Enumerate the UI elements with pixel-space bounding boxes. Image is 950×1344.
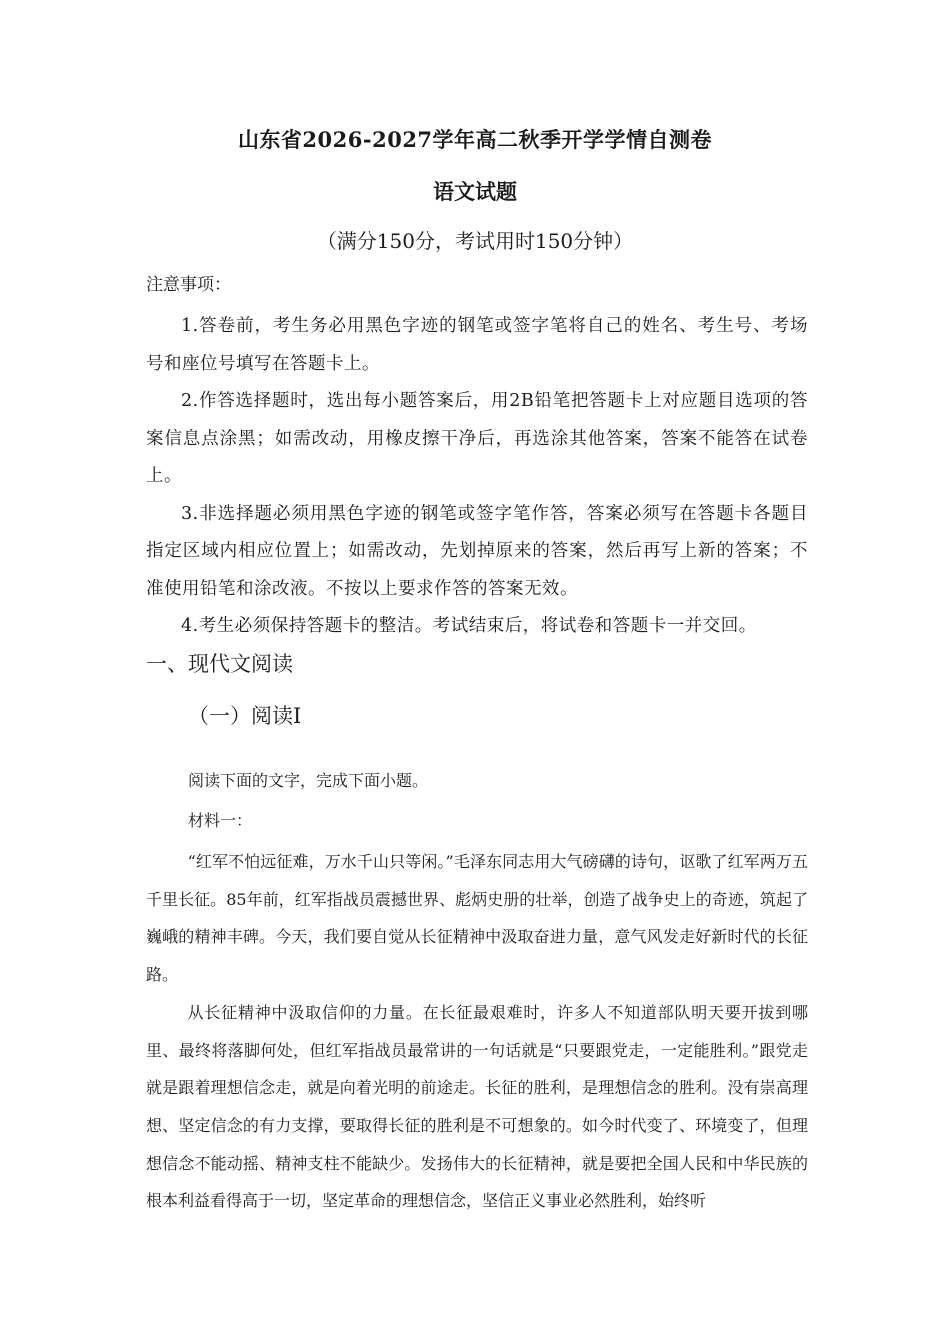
passage-paragraph-2: 从长征精神中汲取信仰的力量。在长征最艰难时，许多人不知道部队明天要开拔到哪里、最终将落脚何处，但红军指战员最常讲的一句话就是“只要跟党走，一定能胜利。”跟党走就是跟着理想信念走，就是向着光明的前途走。长征的胜利，是理想信念的胜利。没有崇高理想、坚定信念的有力支撑，要取得长征的胜利是不可想象的。如今时代变了、环境变了，但理想信念不能动摇、精神支柱不能缺少。发扬伟大的长征精神，就是要把全国人民和中华民族的根本利益看得高于一切，坚定革命的理想信念，坚信正义事业必然胜利，始终听 <box>146 1002 808 1211</box>
subsection-heading: （一）阅读Ⅰ <box>188 704 302 728</box>
exam-title: 山东省2026-2027学年高二秋季开学学情自测卷 <box>237 127 713 152</box>
note-item-2: 2.作答选择题时，选出每小题答案后，用2B铅笔把答题卡上对应题目选项的答案信息点涂黑；如需改动，用橡皮擦干净后，再选涂其他答案，答案不能答在试卷上。 <box>146 391 808 486</box>
reading-passage <box>146 843 808 1220</box>
material-label: 材料一： <box>188 811 253 830</box>
note-item-4: 4.考生必须保持答题卡的整洁。考试结束后，将试卷和答题卡一并交回。 <box>181 616 757 636</box>
subject-title: 语文试题 <box>433 179 517 204</box>
notes-heading: 注意事项： <box>146 275 231 295</box>
passage-paragraph-1: “红军不怕远征难，万水千山只等闲。”毛泽东同志用大气磅礴的诗句，讴歌了红军两万五千里长征。85年前，红军指战员震撼世界、彪炳史册的壮举，创造了战争史上的奇迹，筑起了巍峨的精神丰碑。今天，我们要自觉从长征精神中汲取奋进力量，意气风发走好新时代的长征路。 <box>146 852 808 985</box>
note-item-1: 1.答卷前，考生务必用黑色字迹的钢笔或签字笔将自己的姓名、考生号、考场号和座位号填写在答题卡上。 <box>146 316 808 374</box>
reading-instruction: 阅读下面的文字，完成下面小题。 <box>188 771 429 790</box>
notes-list <box>146 308 808 646</box>
exam-info: （满分150分，考试用时150分钟） <box>316 229 634 253</box>
note-item-3: 3.非选择题必须用黑色字迹的钢笔或签字笔作答，答案必须写在答题卡各题目指定区域内相应位置上；如需改动，先划掉原来的答案，然后再写上新的答案；不准使用铅笔和涂改液。不按以上要求作答的答案无效。 <box>146 503 808 599</box>
section-heading: 一、现代文阅读 <box>146 652 293 676</box>
